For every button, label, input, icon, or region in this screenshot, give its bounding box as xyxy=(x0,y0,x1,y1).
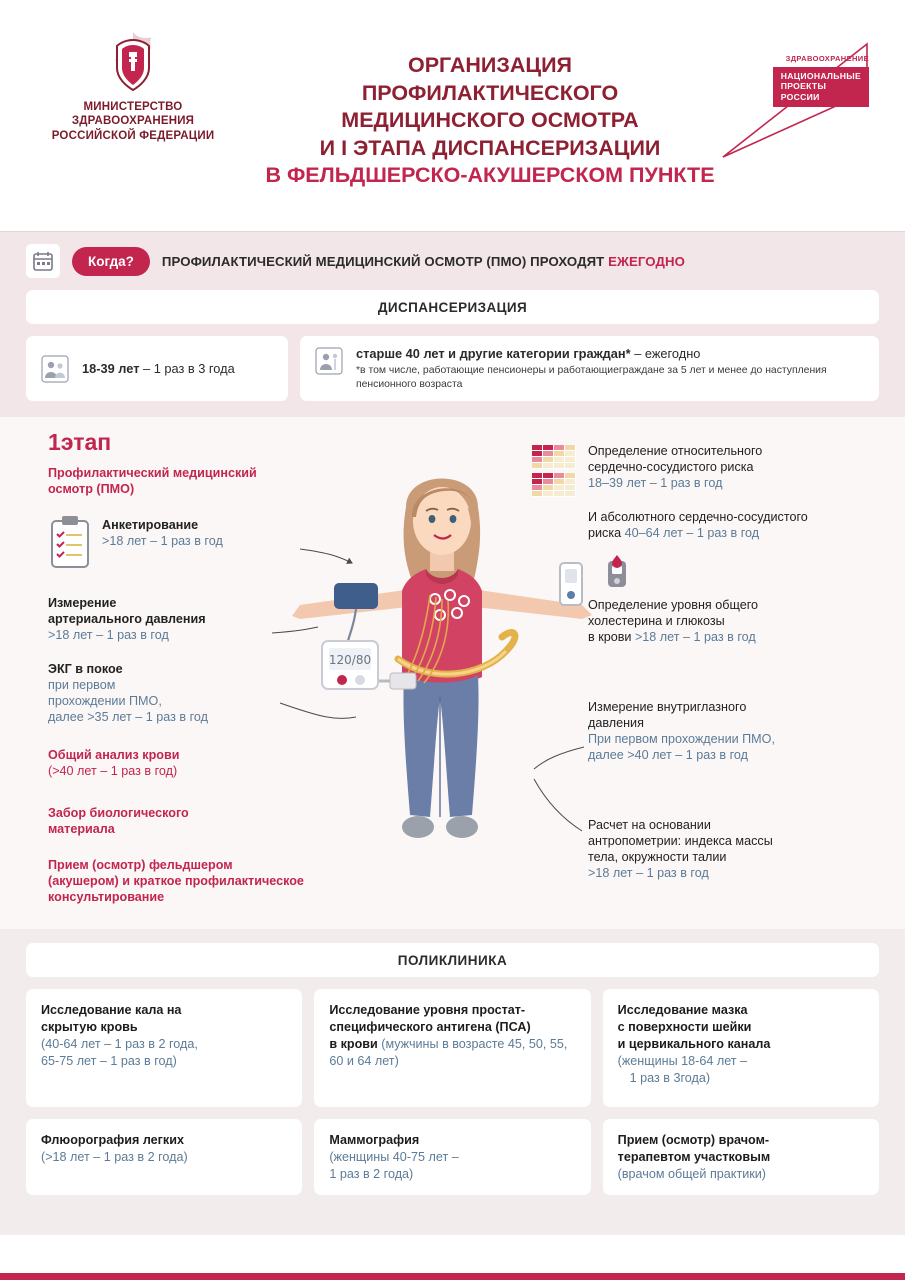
right-item-relative-risk-sub: 18–39 лет – 1 раз в год xyxy=(588,476,723,491)
poly-card-smear-b1: Исследование мазка xyxy=(617,1003,748,1018)
age-card-40plus-bold: старше 40 лет и другие категории граждан* xyxy=(356,346,631,361)
right-item-anthropometry-sub: >18 лет – 1 раз в год xyxy=(588,866,709,881)
poly-card-fecal-blood xyxy=(26,989,302,1107)
right-item-cholesterol-1: Определение уровня общего xyxy=(588,598,759,613)
age-card-18-39 xyxy=(26,336,288,401)
poly-card-mammography-b1: Маммография xyxy=(329,1133,420,1148)
age-card-40plus-note: *в том числе, работающие пенсионеры и работающиеграждане за 5 лет и менее до наступления пенсионного возраста xyxy=(356,365,827,390)
left-item-questionnaire-head: Анкетирование xyxy=(102,518,199,533)
age-card-18-39-text xyxy=(82,361,235,376)
left-item-bp-head-2: артериального давления xyxy=(48,612,206,627)
title-line-3: МЕДИЦИНСКОГО ОСМОТРА xyxy=(341,108,639,133)
senior-person-icon xyxy=(314,346,344,376)
left-item-ecg-sub-1: при первом xyxy=(48,678,116,693)
stage-subtitle-line-2: осмотр (ПМО) xyxy=(48,482,135,497)
right-item-relative-risk-1: Определение относительного xyxy=(588,444,763,459)
svg-text:120/80: 120/80 xyxy=(328,653,372,668)
poly-card-fluorography-s1: (>18 лет – 1 раз в 2 года) xyxy=(41,1150,188,1165)
right-item-cholesterol-3: в крови xyxy=(588,630,632,645)
natproject-line-2: ПРОЕКТЫ xyxy=(780,81,827,92)
left-item-blood-test-head: Общий анализ крови xyxy=(48,748,180,763)
polyclinic-section xyxy=(0,929,905,1235)
natproject-line-3: РОССИИ xyxy=(780,91,820,102)
left-item-biomaterial-2: материала xyxy=(48,822,115,837)
age-card-18-39-rest: – 1 раз в 3 года xyxy=(139,361,235,377)
title-line-2: ПРОФИЛАКТИЧЕСКОГО xyxy=(361,80,619,105)
left-item-ecg-head: ЭКГ в покое xyxy=(48,662,123,677)
left-item-consultation-2: (акушером) и краткое профилактическое xyxy=(48,874,304,889)
ministry-line-2: ЗДРАВООХРАНЕНИЯ xyxy=(71,115,195,128)
ministry-line-3: РОССИЙСКОЙ ФЕДЕРАЦИИ xyxy=(51,129,215,142)
poly-card-fluorography-b1: Флюорография легких xyxy=(41,1133,184,1148)
age-card-18-39-bold: 18-39 лет xyxy=(82,361,140,377)
right-item-eye-pressure-sub-1: При первом прохождении ПМО, xyxy=(588,732,775,747)
national-projects-badge xyxy=(717,42,877,162)
dispanserization-bar: ДИСПАНСЕРИЗАЦИЯ xyxy=(26,290,879,324)
age-cards xyxy=(26,336,879,401)
left-item-blood-test-sub: (>40 лет – 1 раз в год) xyxy=(48,764,178,779)
poly-card-fecal-blood-b2: скрытую кровь xyxy=(41,1020,138,1035)
when-text-main: ПРОФИЛАКТИЧЕСКИЙ МЕДИЦИНСКИЙ ОСМОТР (ПМО) ПРОХОДЯТ xyxy=(161,253,605,269)
poly-card-smear-b2: с поверхности шейки xyxy=(617,1020,752,1035)
poly-card-fecal-blood-s2: 65-75 лет – 1 раз в год) xyxy=(41,1054,177,1069)
right-item-cholesterol-2: холестерина и глюкозы xyxy=(588,614,725,629)
poly-card-psa-b3: в крови xyxy=(329,1037,378,1052)
age-card-40plus-rest: – ежегодно xyxy=(630,346,701,361)
title-line-5: В ФЕЛЬДШЕРСКО-АКУШЕРСКОМ ПУНКТЕ xyxy=(265,163,715,188)
natproject-line-1: НАЦИОНАЛЬНЫЕ xyxy=(780,71,861,81)
ministry-line-1: МИНИСТЕРСТВО xyxy=(83,101,183,113)
right-item-relative-risk-2: сердечно-сосудистого риска xyxy=(588,460,754,475)
title-line-1: ОРГАНИЗАЦИЯ xyxy=(407,53,572,77)
poly-card-mammography-s2: 1 раз в 2 года) xyxy=(329,1167,414,1182)
ministry-emblem-icon xyxy=(107,30,159,92)
right-item-anthropometry-2: антропометрии: индекса массы xyxy=(588,834,773,849)
poly-card-psa-b2: специфического антигена (ПСА) xyxy=(329,1020,531,1035)
poly-card-therapist xyxy=(603,1119,879,1195)
page-title xyxy=(230,52,750,190)
poly-card-smear xyxy=(603,989,879,1107)
poly-card-psa-sub: (мужчины в возрасте 45, 50, 55, 60 и 64 лет) xyxy=(329,1037,568,1069)
left-item-ecg-sub-2: прохождении ПМО, xyxy=(48,694,162,709)
right-item-absolute-risk-1: И абсолютного сердечно-сосудистого xyxy=(588,510,808,525)
right-item-eye-pressure-sub-2: далее >40 лет – 1 раз в год xyxy=(588,748,748,763)
stage-1-section xyxy=(0,417,905,929)
poly-card-smear-b3: и цервикального канала xyxy=(617,1037,771,1052)
poly-card-psa-b1: Исследование уровня простат- xyxy=(329,1003,526,1018)
connector-lines xyxy=(0,417,905,929)
polyclinic-row-1 xyxy=(26,989,879,1107)
natproject-label: ЗДРАВООХРАНЕНИЕ xyxy=(785,54,869,63)
when-band xyxy=(0,232,905,417)
when-text-accent: ЕЖЕГОДНО xyxy=(608,253,685,269)
polyclinic-row-2 xyxy=(26,1119,879,1195)
poly-card-fecal-blood-s1: (40-64 лет – 1 раз в 2 года, xyxy=(41,1037,198,1052)
poly-card-smear-s2: 1 раз в 3года) xyxy=(629,1071,711,1086)
ministry-caption xyxy=(38,100,228,143)
right-item-absolute-risk-2: риска xyxy=(588,526,622,541)
ministry-logo-block xyxy=(38,30,228,143)
poly-card-mammography xyxy=(314,1119,590,1195)
right-item-eye-pressure-2: давления xyxy=(588,716,644,731)
when-pill: Когда? xyxy=(72,247,150,276)
person-icon xyxy=(40,354,70,384)
title-line-4: И I ЭТАПА ДИСПАНСЕРИЗАЦИИ xyxy=(319,135,661,160)
when-row xyxy=(26,244,879,278)
natproject-box xyxy=(773,67,869,107)
left-item-ecg-sub-3: далее >35 лет – 1 раз в год xyxy=(48,710,208,725)
poly-card-fluorography xyxy=(26,1119,302,1195)
poly-card-therapist-s1: (врачом общей практики) xyxy=(617,1167,766,1182)
age-card-40plus xyxy=(300,336,879,401)
poly-card-psa xyxy=(314,989,590,1107)
left-item-consultation-1: Прием (осмотр) фельдшером xyxy=(48,858,233,873)
poly-card-mammography-s1: (женщины 40-75 лет – xyxy=(329,1150,459,1165)
right-item-anthropometry-3: тела, окружности талии xyxy=(588,850,727,865)
polyclinic-title: ПОЛИКЛИНИКА xyxy=(26,943,879,977)
stage-title: 1этап xyxy=(48,429,112,456)
right-item-cholesterol-sub: >18 лет – 1 раз в год xyxy=(634,630,756,645)
right-item-anthropometry-1: Расчет на основании xyxy=(588,818,711,833)
footer-strip xyxy=(0,1273,905,1280)
left-item-biomaterial-1: Забор биологического xyxy=(48,806,189,821)
stage-subtitle-line-1: Профилактический медицинский xyxy=(48,466,257,481)
calendar-icon xyxy=(26,244,60,278)
poly-card-fecal-blood-b1: Исследование кала на xyxy=(41,1003,182,1018)
right-item-eye-pressure-1: Измерение внутриглазного xyxy=(588,700,747,715)
left-item-bp-sub: >18 лет – 1 раз в год xyxy=(48,628,169,643)
left-item-bp-head-1: Измерение xyxy=(48,596,117,611)
when-text xyxy=(162,254,685,269)
header xyxy=(0,0,905,232)
age-card-40plus-text xyxy=(356,346,865,361)
right-item-absolute-risk-sub: 40–64 лет – 1 раз в год xyxy=(624,526,760,541)
left-item-questionnaire-sub: >18 лет – 1 раз в год xyxy=(102,534,223,549)
left-item-consultation-3: консультирование xyxy=(48,890,165,905)
poly-card-smear-s1: (женщины 18-64 лет – xyxy=(617,1054,748,1069)
poly-card-therapist-b1: Прием (осмотр) врачом- xyxy=(617,1133,770,1148)
poly-card-therapist-b2: терапевтом участковым xyxy=(617,1150,771,1165)
